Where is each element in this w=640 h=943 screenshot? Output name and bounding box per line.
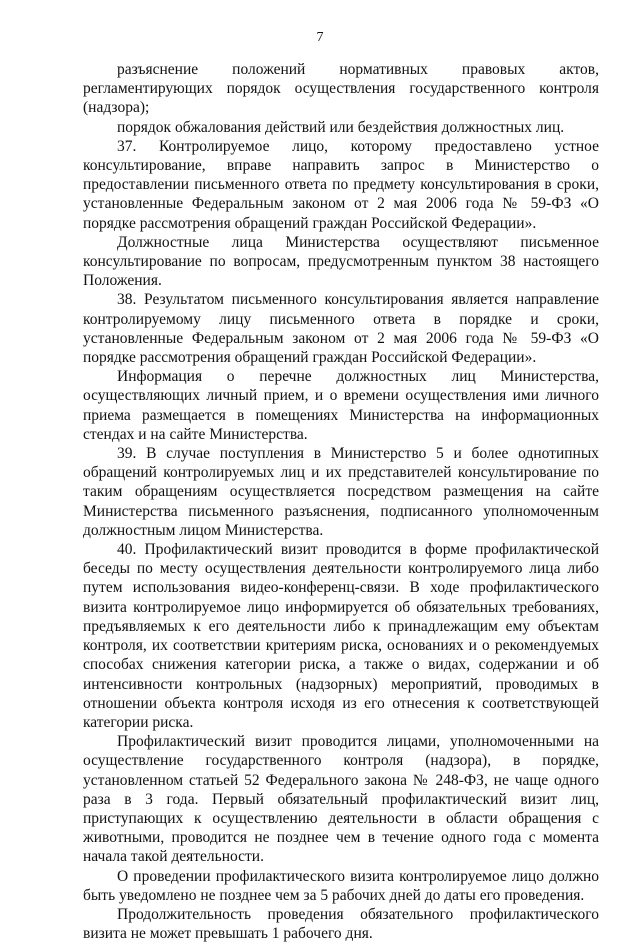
paragraph: О проведении профилактического визита контролируемое лицо должно быть уведомлено не позднее чем за 5 рабочих дней до даты его проведения.: [83, 867, 599, 904]
paragraph-item-38: 38. Результатом письменного консультирования является направление контролируемому лицу письменного ответа в порядке и сроки, установленные Федеральным законом от 2 мая 2006 года № 59-ФЗ «О порядке рассмотрения обращений граждан Российской Федерации».: [83, 291, 599, 367]
paragraph-item-37: 37. Контролируемое лицо, которому предоставлено устное консультирование, вправе направить запрос в Министерство о предоставлении письменного ответа по предмету консультирования в сроки, установленные Федеральным законом от 2 мая 2006 года № 59-ФЗ «О порядке рассмотрения обращений граждан Российской Федерации».: [83, 137, 599, 232]
paragraph: Информация о перечне должностных лиц Министерства, осуществляющих личный прием, и о времени осуществления ими личного приема размещается в помещениях Министерства на информационных стендах и на сайте Министерства.: [83, 368, 599, 443]
page-number: 7: [316, 30, 324, 45]
paragraph: разъяснение положений нормативных правовых актов, регламентирующих порядок осуществления государственного контроля (надзора);: [83, 61, 599, 117]
paragraph: Продолжительность проведения обязательного профилактического визита не может превышать 1 рабочего дня.: [83, 905, 599, 943]
document-body: [83, 60, 599, 943]
paragraph-item-39: 39. В случае поступления в Министерство 5 и более однотипных обращений контролируемых лиц и их представителей консультирование по таким обращениям осуществляется посредством размещения на сайте Министерства письменного разъяснения, подписанного уполномоченным должностным лицом Министерства.: [83, 445, 599, 539]
paragraph-item-40: 40. Профилактический визит проводится в форме профилактической беседы по месту осуществления деятельности контролируемого лица либо путем использования видео-конференц-связи. В ходе профилактического визита контролируемое лицо информируется об обязательных требованиях, предъявляемых к его деятельности либо к принадлежащим ему объектам контроля, их соответствии критериям риска, основаниях и о рекомендуемых способах снижения категории риска, а также о видах, содержании и об интенсивности контрольных (надзорных) мероприятий, проводимых в отношении объекта контроля исходя из его отнесения к соответствующей категории риска.: [83, 541, 599, 731]
paragraph: Профилактический визит проводится лицами, уполномоченными на осуществление государственного контроля (надзора), в порядке, установленном статьей 52 Федерального закона № 248-ФЗ, не чаще одного раза в 3 года. Первый обязательный профилактический визит лиц, приступающих к осуществлению деятельности в области обращения с животными, проводится не позднее чем в течение одного года с момента начала такой деятельности.: [83, 733, 599, 866]
paragraph: порядок обжалования действий или бездействия должностных лиц.: [117, 118, 565, 136]
paragraph: Должностные лица Министерства осуществляют письменное консультирование по вопросам, предусмотренным пунктом 38 настоящего Положения.: [83, 233, 599, 290]
